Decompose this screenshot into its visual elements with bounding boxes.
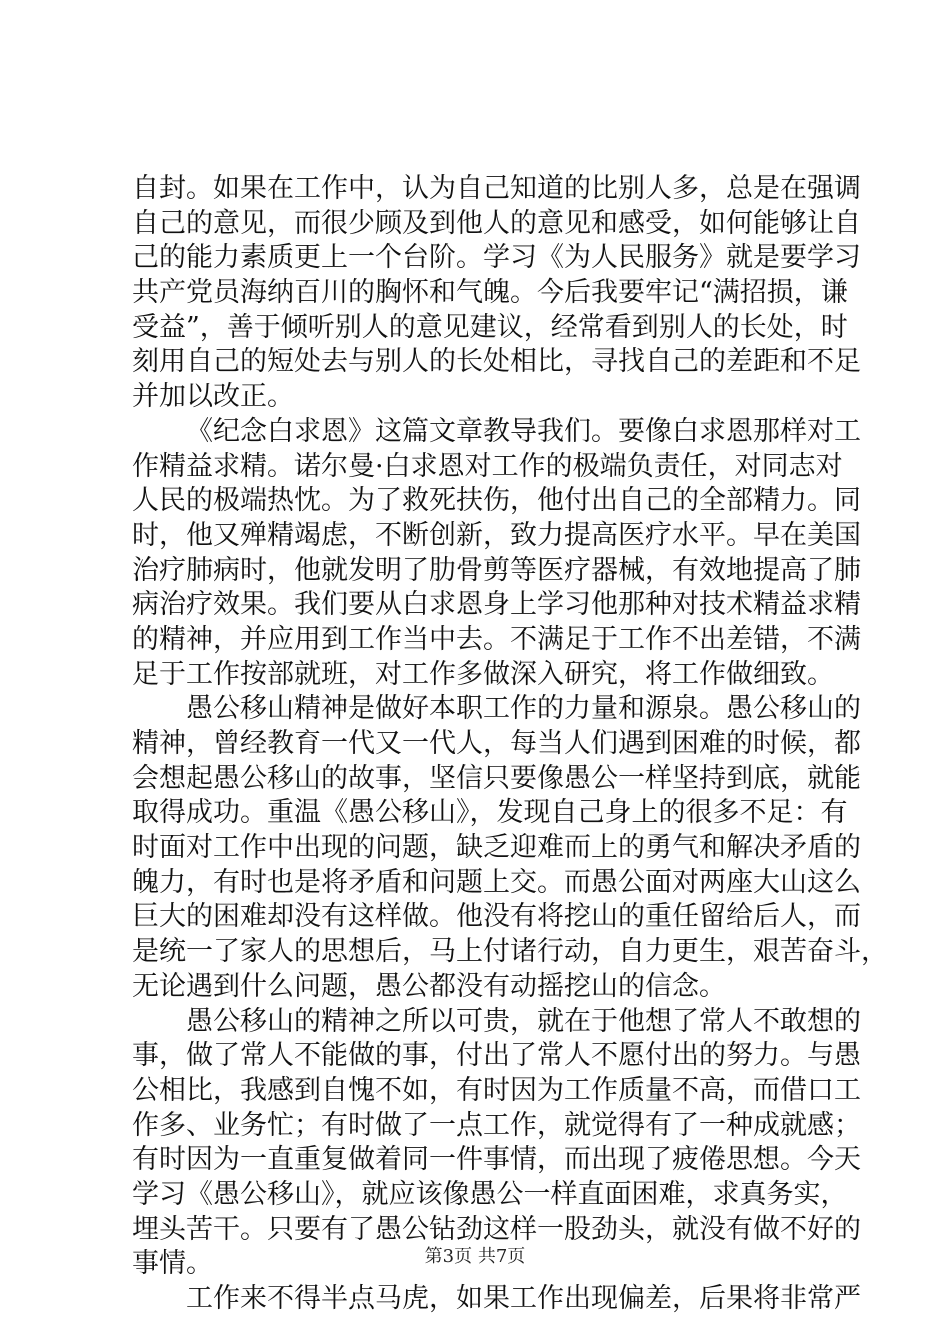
text-line: 足于工作按部就班，对工作多做深入研究，将工作做细致。 bbox=[132, 658, 834, 690]
text-line: 共产党员海纳百川的胸怀和气魄。今后我要牢记“满招损，谦 bbox=[132, 277, 848, 309]
text-line: 愚公移山的精神之所以可贵，就在于他想了常人不敢想的 bbox=[186, 1005, 861, 1037]
text-line: 事情。 bbox=[132, 1248, 213, 1280]
text-line: 愚公移山精神是做好本职工作的力量和源泉。愚公移山的 bbox=[186, 693, 861, 725]
text-line: 《纪念白求恩》这篇文章教导我们。要像白求恩那样对工 bbox=[186, 415, 861, 447]
text-line: 自己的意见，而很少顾及到他人的意见和感受，如何能够让自 bbox=[132, 207, 861, 239]
text-line: 取得成功。重温《愚公移山》，发现自己身上的很多不足：有 bbox=[132, 797, 848, 829]
text-line: 巨大的困难却没有这样做。他没有将挖山的重任留给后人，而 bbox=[132, 901, 861, 933]
text-line: 己的能力素质更上一个台阶。学习《为人民服务》就是要学习 bbox=[132, 242, 861, 274]
text-line: 有时因为一直重复做着同一件事情，而出现了疲倦思想。今天 bbox=[132, 1144, 861, 1176]
text-line: 会想起愚公移山的故事，坚信只要像愚公一样坚持到底，就能 bbox=[132, 762, 861, 794]
text-line: 工作来不得半点马虎，如果工作出现偏差，后果将非常严 bbox=[186, 1283, 861, 1314]
text-line: 学习《愚公移山》，就应该像愚公一样直面困难，求真务实， bbox=[132, 1178, 848, 1210]
paragraph bbox=[132, 1282, 861, 1317]
text-line: 作精益求精。诺尔曼·白求恩对工作的极端负责任，对同志对 bbox=[132, 450, 843, 482]
text-line: 人民的极端热忱。为了救死扶伤，他付出自己的全部精力。同 bbox=[132, 485, 861, 517]
paragraph bbox=[132, 172, 861, 415]
text-line: 治疗肺病时，他就发明了肋骨剪等医疗器械，有效地提高了肺 bbox=[132, 554, 861, 586]
page-footer: 第3页 共7页 bbox=[424, 1246, 526, 1267]
text-line: 时面对工作中出现的问题，缺乏迎难而上的勇气和解决矛盾的 bbox=[132, 832, 861, 864]
text-line: 埋头苦干。只要有了愚公钻劲这样一股劲头，就没有做不好的 bbox=[132, 1213, 861, 1245]
text-line: 作多、业务忙；有时做了一点工作，就觉得有了一种成就感； bbox=[132, 1109, 861, 1141]
text-line: 时，他又殚精竭虑，不断创新，致力提高医疗水平。早在美国 bbox=[132, 519, 861, 551]
text-line: 事，做了常人不能做的事，付出了常人不愿付出的努力。与愚 bbox=[132, 1040, 861, 1072]
text-line: 公相比，我感到自愧不如，有时因为工作质量不高，而借口工 bbox=[132, 1074, 861, 1106]
text-line: 精神，曾经教育一代又一代人，每当人们遇到困难的时候，都 bbox=[132, 728, 861, 759]
text-line: 是统一了家人的思想后，马上付诸行动，自力更生，艰苦奋斗， bbox=[132, 936, 888, 968]
text-line: 病治疗效果。我们要从白求恩身上学习他那种对技术精益求精 bbox=[132, 589, 861, 621]
paragraph bbox=[132, 415, 861, 693]
text-line: 的精神，并应用到工作当中去。不满足于工作不出差错，不满 bbox=[132, 623, 861, 655]
paragraph bbox=[132, 1005, 861, 1283]
text-line: 无论遇到什么问题，愚公都没有动摇挖山的信念。 bbox=[132, 970, 726, 1002]
paragraph bbox=[132, 692, 888, 1004]
text-line: 刻用自己的短处去与别人的长处相比，寻找自己的差距和不足 bbox=[132, 346, 861, 378]
text-line: 魄力，有时也是将矛盾和问题上交。而愚公面对两座大山这么 bbox=[132, 866, 861, 898]
text-line: 并加以改正。 bbox=[132, 381, 294, 413]
document-body bbox=[132, 172, 888, 1317]
text-line: 自封。如果在工作中，认为自己知道的比别人多，总是在强调 bbox=[132, 173, 861, 204]
text-line: 受益”，善于倾听别人的意见建议，经常看到别人的长处，时 bbox=[132, 311, 848, 343]
